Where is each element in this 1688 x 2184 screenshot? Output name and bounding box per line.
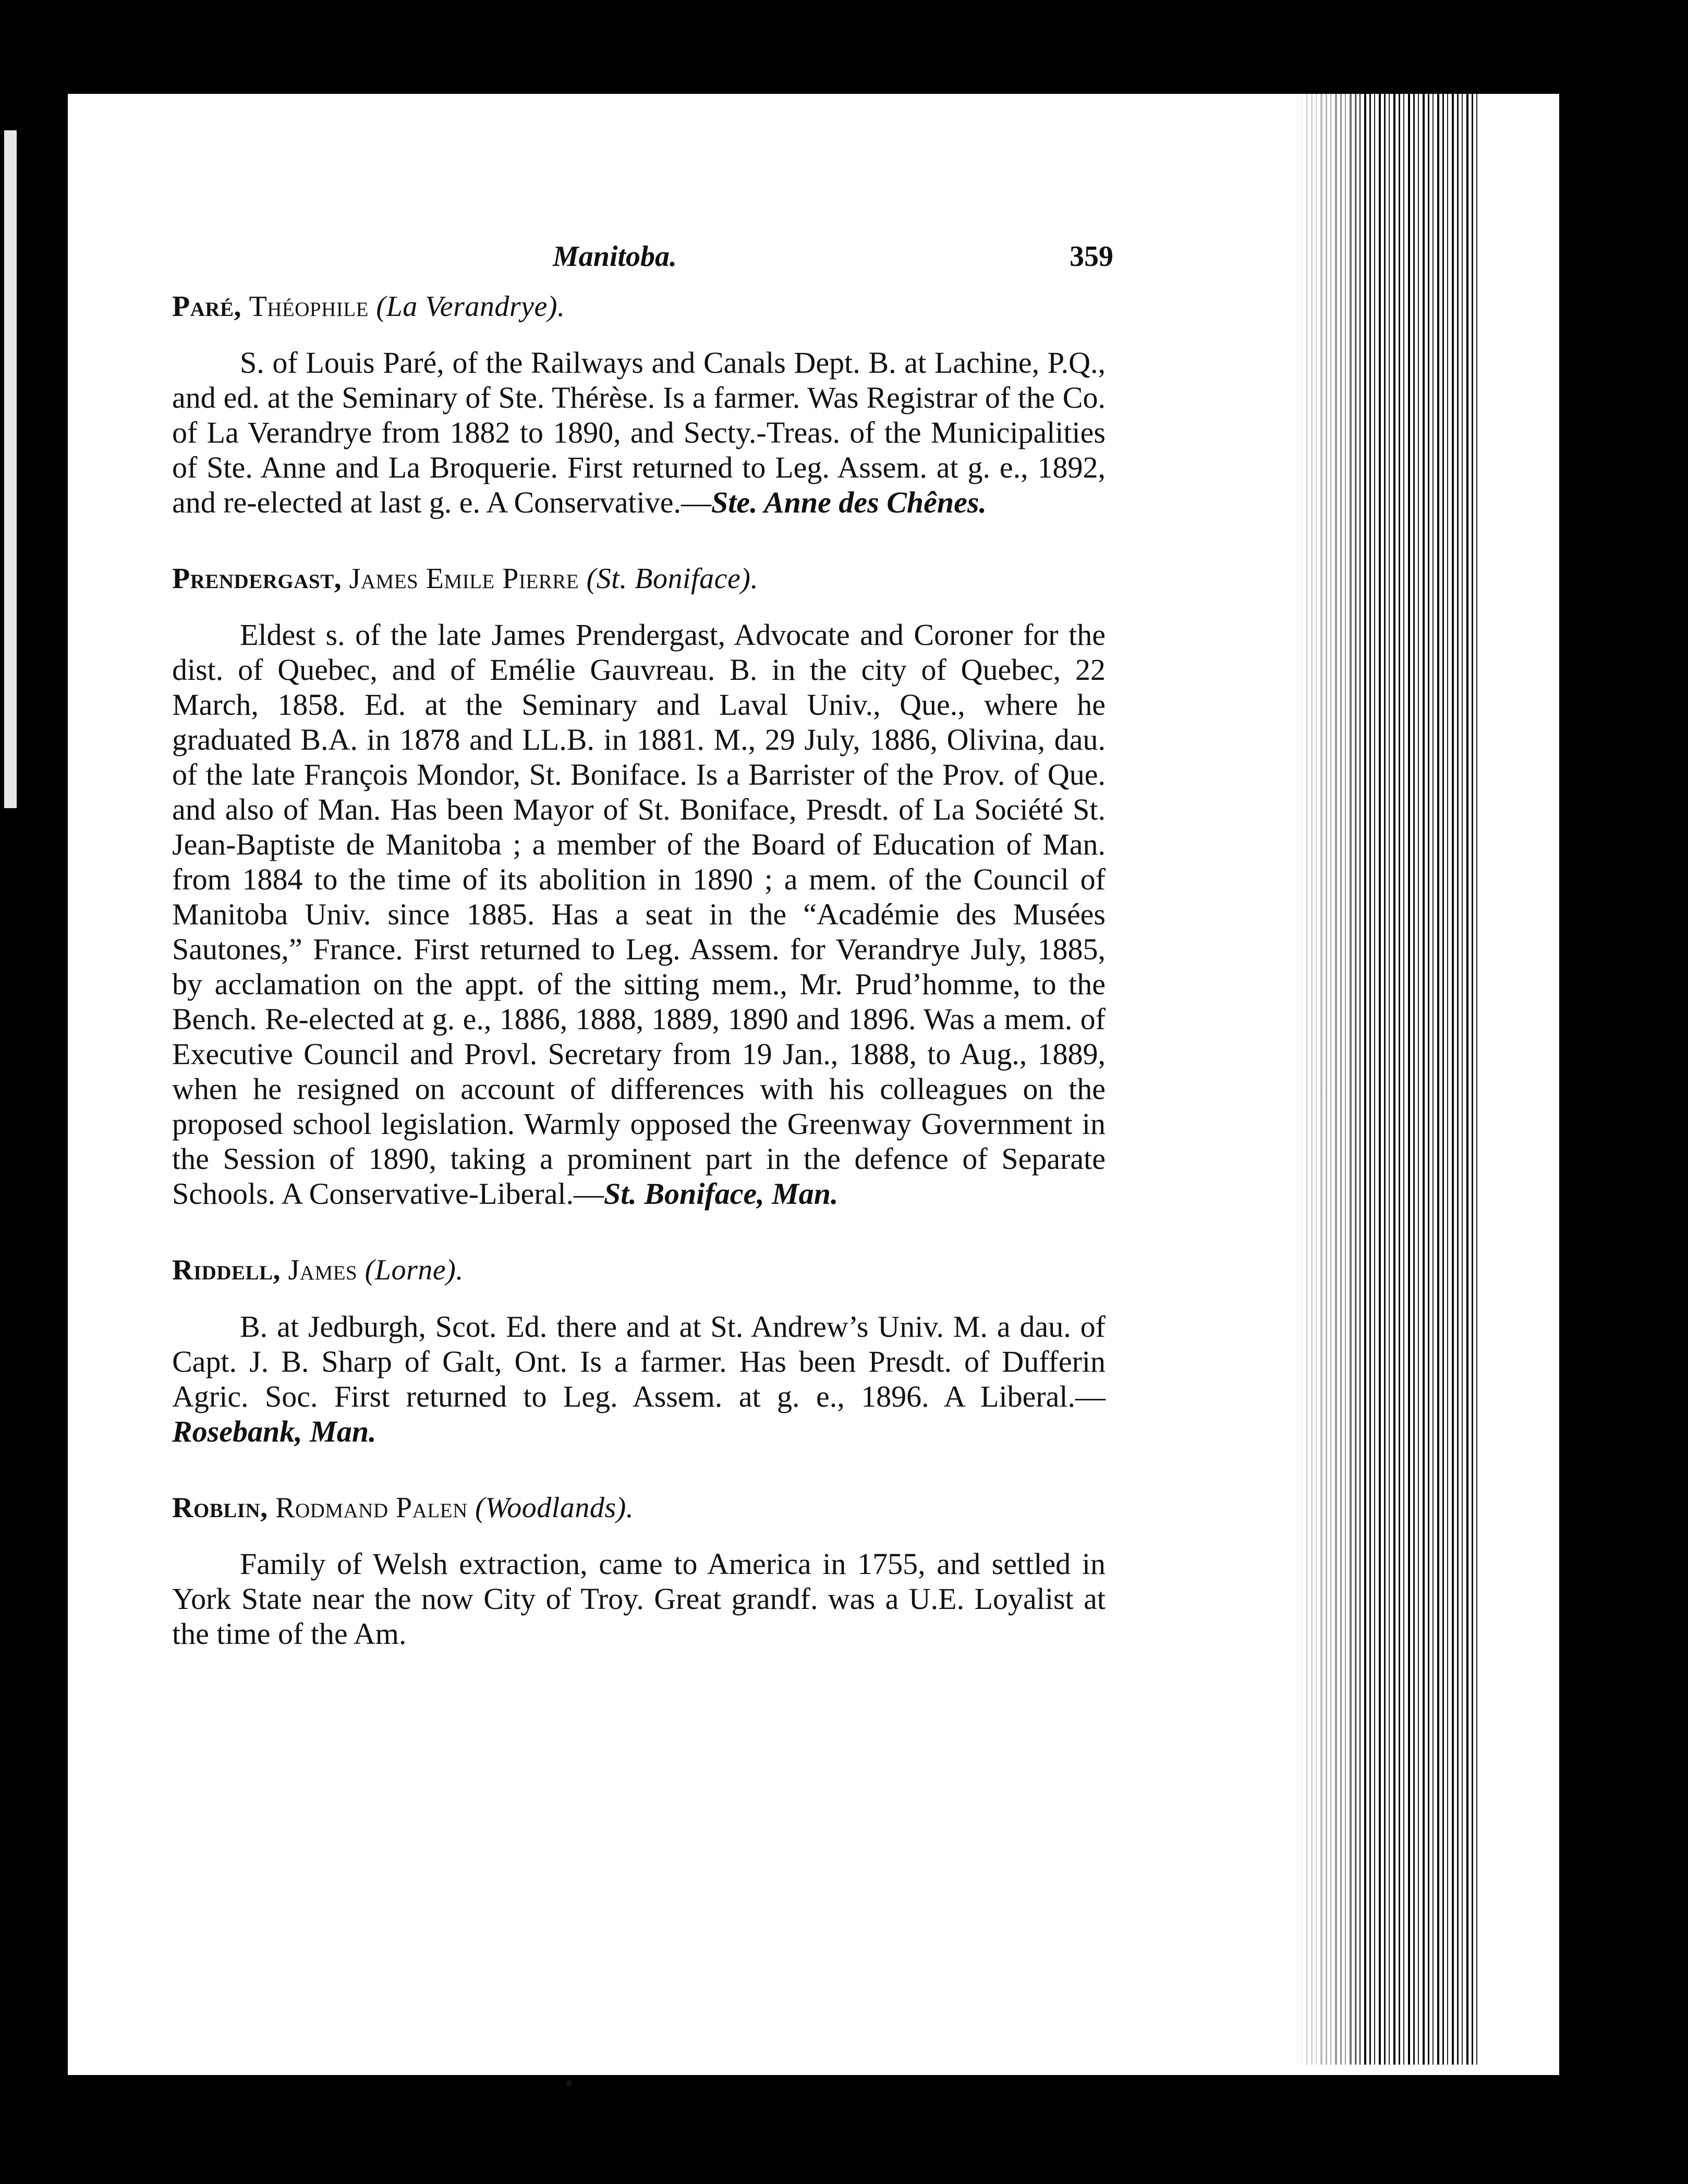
entry-riding: (Woodlands). (475, 1491, 634, 1524)
entry-riding: (La Verandrye). (376, 290, 565, 323)
running-title: Manitoba. (553, 240, 677, 273)
entry-surname: Roblin, (172, 1491, 268, 1524)
entry-pare (172, 289, 1106, 520)
entry-surname: Riddell, (172, 1254, 281, 1287)
entry-biography: Family of Welsh extraction, came to America in 1755, and settled in York State near the now City of Troy. Great grandf. was a U.E. Loyalist at the time of the Am. (172, 1546, 1106, 1651)
entry-surname: Paré, (172, 290, 242, 323)
running-head (172, 240, 1113, 289)
entry-heading (172, 1253, 1106, 1288)
entry-prendergast (172, 562, 1106, 1211)
page-edge-shading (1293, 94, 1356, 2065)
entry-address: Rosebank, Man. (172, 1414, 377, 1448)
entry-biography: B. at Jedburgh, Scot. Ed. there and at St. Andrew’s Univ. M. a dau. of Capt. J. B. Sharp of Galt, Ont. Is a farmer. Has been Presdt. of Dufferin Agric. Soc. First returned to Leg. Assem. at g. e., 1896. A Liberal.— (172, 1309, 1106, 1413)
entry-body (172, 617, 1106, 1211)
entry-riding: (Lorne). (365, 1254, 464, 1287)
entry-surname: Prendergast, (172, 563, 342, 595)
page-number: 359 (1070, 240, 1113, 273)
entry-given-name: Rodmand Palen (275, 1491, 468, 1524)
entry-biography: Eldest s. of the late James Prendergast, Advocate and Coroner for the dist. of Quebec, and of Emélie Gauvreau. B. in the city of Quebec, 22 March, 1858. Ed. at the Seminary and Laval Univ., Que., where he graduated B.A. in 1878 and LL.B. in 1881. M., 29 July, 1886, Olivina, dau. of the late François Mondor, St. Boniface. Is a Barrister of the Prov. of Que. and also of Man. Has been Mayor of St. Boniface, Presdt. of La Société St. Jean-Baptiste de Manitoba ; a member of the Board of Education of Man. from 1884 to the time of its abolition in 1890 ; a mem. of the Council of Manitoba Univ. since 1885. Has a seat in the “Académie des Musées Sautones,” France. First returned to Leg. Assem. for Verandrye July, 1885, by acclamation on the appt. of the sitting mem., Mr. Prud’homme, to the Bench. Re-elected at g. e., 1886, 1888, 1889, 1890 and 1896. Was a mem. of Executive Council and Provl. Secretary from 19 Jan., 1888, to Aug., 1889, when he resigned on account of differences with his colleagues on the proposed school legislation. Warmly opposed the Greenway Government in the Session of 1890, taking a prominent part in the defence of Separate Schools. A Conservative-Liberal.— (172, 618, 1106, 1211)
entry-biography: S. of Louis Paré, of the Railways and Canals Dept. B. at Lachine, P.Q., and ed. at the Seminary of Ste. Thérèse. Is a farmer. Was Registrar of the Co. of La Verandrye from 1882 to 1890, and Secty.-Treas. of the Municipalities of Ste. Anne and La Broquerie. First returned to Leg. Assem. at g. e., 1892, and re-elected at last g. e. A Conservative.— (172, 346, 1106, 520)
entry-given-name: James Emile Pierre (349, 563, 579, 595)
entry-given-name: James (288, 1254, 358, 1287)
entry-body (172, 345, 1106, 520)
entry-address: St. Boniface, Man. (603, 1177, 839, 1211)
entry-heading (172, 289, 1106, 324)
entry-body (172, 1309, 1106, 1449)
page-content (172, 240, 1113, 1693)
entry-address: Ste. Anne des Chênes. (711, 485, 987, 520)
entry-heading (172, 1491, 1106, 1526)
entry-given-name: Théophile (249, 290, 369, 323)
entry-riding: (St. Boniface). (586, 563, 758, 595)
entry-riddell (172, 1253, 1106, 1448)
scan-speck (566, 2080, 572, 2087)
entry-heading (172, 562, 1106, 596)
scan-left-edge (4, 130, 17, 808)
entry-roblin (172, 1491, 1106, 1651)
entry-body (172, 1546, 1106, 1651)
